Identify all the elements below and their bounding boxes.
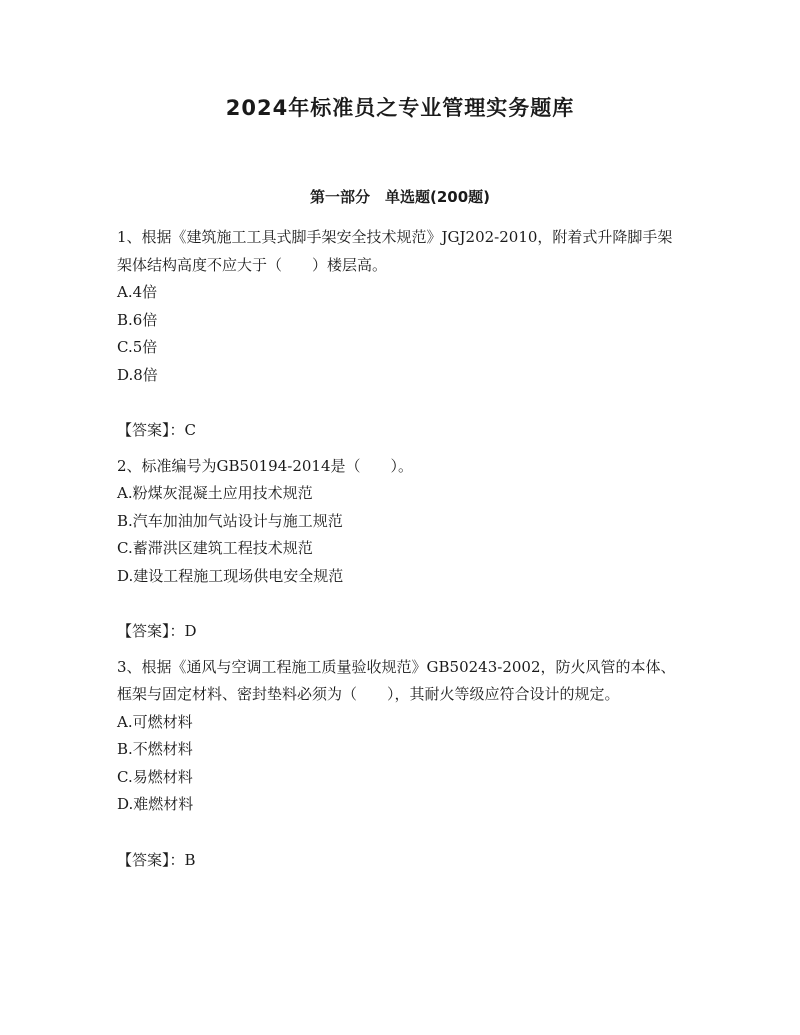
- option-d: D.难燃材料: [117, 795, 194, 813]
- answer-line: [117, 847, 677, 875]
- answer-value: B: [184, 850, 196, 869]
- option-c: C.易燃材料: [117, 767, 193, 786]
- answer-label: 【答案】：: [117, 622, 185, 640]
- answer-value: C: [184, 421, 196, 439]
- option-d: D.8倍: [117, 365, 158, 384]
- option-a: A.可燃材料: [117, 712, 193, 731]
- question-list: [117, 224, 677, 874]
- option-a: A.粉煤灰混凝土应用技术规范: [117, 484, 313, 502]
- answer-label: 【答案】：: [117, 850, 185, 869]
- answer-line: [117, 417, 677, 445]
- answer-label: 【答案】：: [117, 421, 185, 439]
- answer-value: D: [184, 622, 197, 640]
- option-b: B.汽车加油加气站设计与施工规范: [117, 511, 343, 530]
- option-list: [117, 709, 677, 819]
- answer-line: [117, 618, 677, 646]
- option-b: B.6倍: [117, 310, 158, 329]
- option-b: B.不燃材料: [117, 740, 193, 758]
- option-list: [117, 279, 677, 389]
- option-c: C.5倍: [117, 338, 158, 356]
- option-d: D.建设工程施工现场供电安全规范: [117, 566, 344, 585]
- question-2: [117, 453, 677, 646]
- option-a: A.4倍: [117, 283, 158, 301]
- section-heading: 第一部分 单选题(200题): [309, 188, 491, 206]
- question-stem: 1、根据《建筑施工工具式脚手架安全技术规范》JGJ202-2010，附着式升降脚手架架体结构高度不应大于（ ）楼层高。: [117, 228, 673, 274]
- question-stem: 2、标准编号为GB50194-2014是（ ）。: [117, 456, 414, 475]
- question-1: [117, 224, 677, 445]
- question-3: [117, 654, 677, 875]
- option-c: C.蓄滞洪区建筑工程技术规范: [117, 539, 313, 557]
- option-list: [117, 480, 677, 590]
- document-title: 2024年标准员之专业管理实务题库: [225, 96, 575, 120]
- question-stem: 3、根据《通风与空调工程施工质量验收规范》GB50243-2002，防火风管的本体、框架与固定材料、密封垫料必须为（ ），其耐火等级应符合设计的规定。: [117, 657, 676, 703]
